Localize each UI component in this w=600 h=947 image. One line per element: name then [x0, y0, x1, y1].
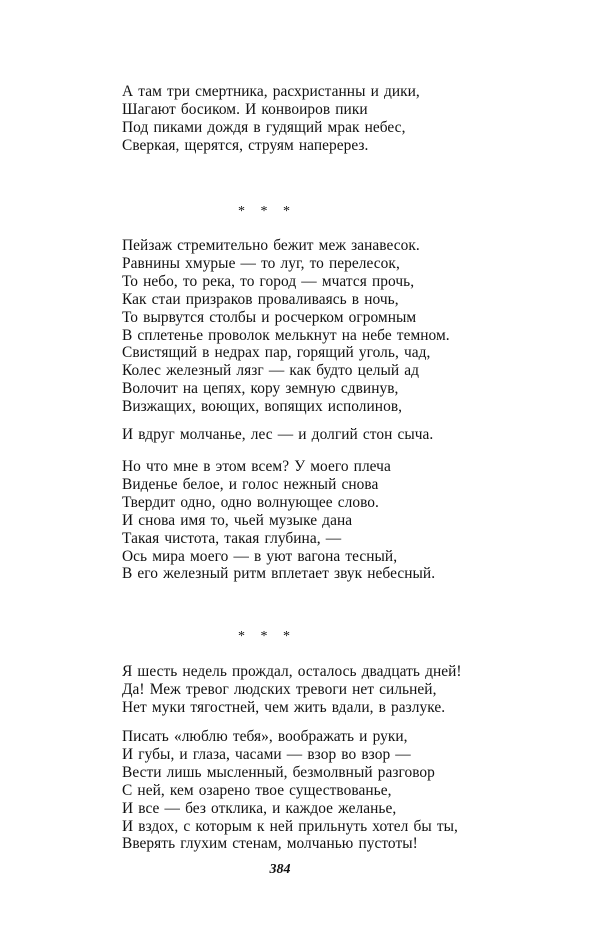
section-separator: * * *	[238, 629, 296, 644]
poem-3-stanza-2	[122, 728, 562, 853]
poem-line: Нет муки тягостней, чем жить вдали, в разлуке.	[122, 698, 446, 716]
poem-2-stanza-1	[122, 237, 562, 416]
poem-line: Пейзаж стремительно бежит меж занавесок.	[122, 237, 420, 254]
poem-line: А там три смертника, расхристанны и дики,	[122, 83, 420, 100]
poem-line: Волочит на цепях, кору земную сдвинув,	[122, 380, 399, 398]
poem-line: И вздох, с которым к ней прильнуть хотел бы ты,	[122, 817, 458, 835]
poem-line: Вести лишь мысленный, безмолвный разговор	[122, 763, 435, 781]
poem-line: И снова имя то, чьей музыке дана	[122, 511, 353, 529]
poem-line: Твердит одно, одно волнующее слово.	[122, 493, 379, 511]
poem-line: Такая чистота, такая глубина, —	[122, 529, 342, 547]
poem-line: Как стаи призраков проваливаясь в ночь,	[122, 290, 399, 308]
poem-line: Под пиками дождя в гудящий мрак небес,	[122, 118, 406, 136]
poem-line: С ней, кем озарено твое существованье,	[122, 781, 392, 799]
poem-line: И все — без отклика, и каждое желанье,	[122, 799, 397, 817]
poem-line: В сплетенье проволок мелькнут на небе темном.	[122, 326, 450, 344]
poem-line: Шагают босиком. И конвоиров пики	[122, 100, 368, 118]
poem-line: Вверять глухим стенам, молчанью пустоты!	[122, 835, 418, 853]
poem-line: Свистящий в недрах пар, горящий уголь, чад,	[122, 344, 431, 362]
stanza-previous-poem	[122, 83, 562, 155]
section-separator: * * *	[238, 204, 296, 219]
poem-line: И вдруг молчанье, лес — и долгий стон сыча.	[122, 426, 434, 443]
poem-line: Виденье белое, и голос нежный снова	[122, 475, 379, 493]
poem-3-stanza-1	[122, 663, 562, 717]
poem-line: Писать «люблю тебя», воображать и руки,	[122, 728, 408, 745]
poem-line: Колес железный лязг — как будто целый ад	[122, 362, 420, 380]
poem-line: То небо, то река, то город — мчатся прочь,	[122, 272, 415, 290]
poem-line: Я шесть недель прождал, осталось двадцать дней!	[122, 663, 462, 680]
poem-2-stanza-2	[122, 426, 562, 444]
page-number: 384	[269, 862, 291, 877]
poem-line: В его железный ритм вплетает звук небесный.	[122, 565, 436, 583]
poem-line: Равнины хмурые — то луг, то перелесок,	[122, 254, 400, 272]
poem-line: Ось мира моего — в уют вагона тесный,	[122, 547, 398, 565]
poem-line: Визжащих, воющих, вопящих исполинов,	[122, 398, 403, 416]
poem-line: Сверкая, щерятся, струям наперерез.	[122, 136, 369, 154]
poem-line: То вырвутся столбы и росчерком огромным	[122, 308, 417, 326]
poem-line: Но что мне в этом всем? У моего плеча	[122, 458, 391, 475]
poem-line: И губы, и глаза, часами — взор во взор —	[122, 745, 411, 763]
poem-line: Да! Меж тревог людских тревоги нет сильней,	[122, 680, 437, 698]
poem-2-stanza-3	[122, 458, 562, 583]
